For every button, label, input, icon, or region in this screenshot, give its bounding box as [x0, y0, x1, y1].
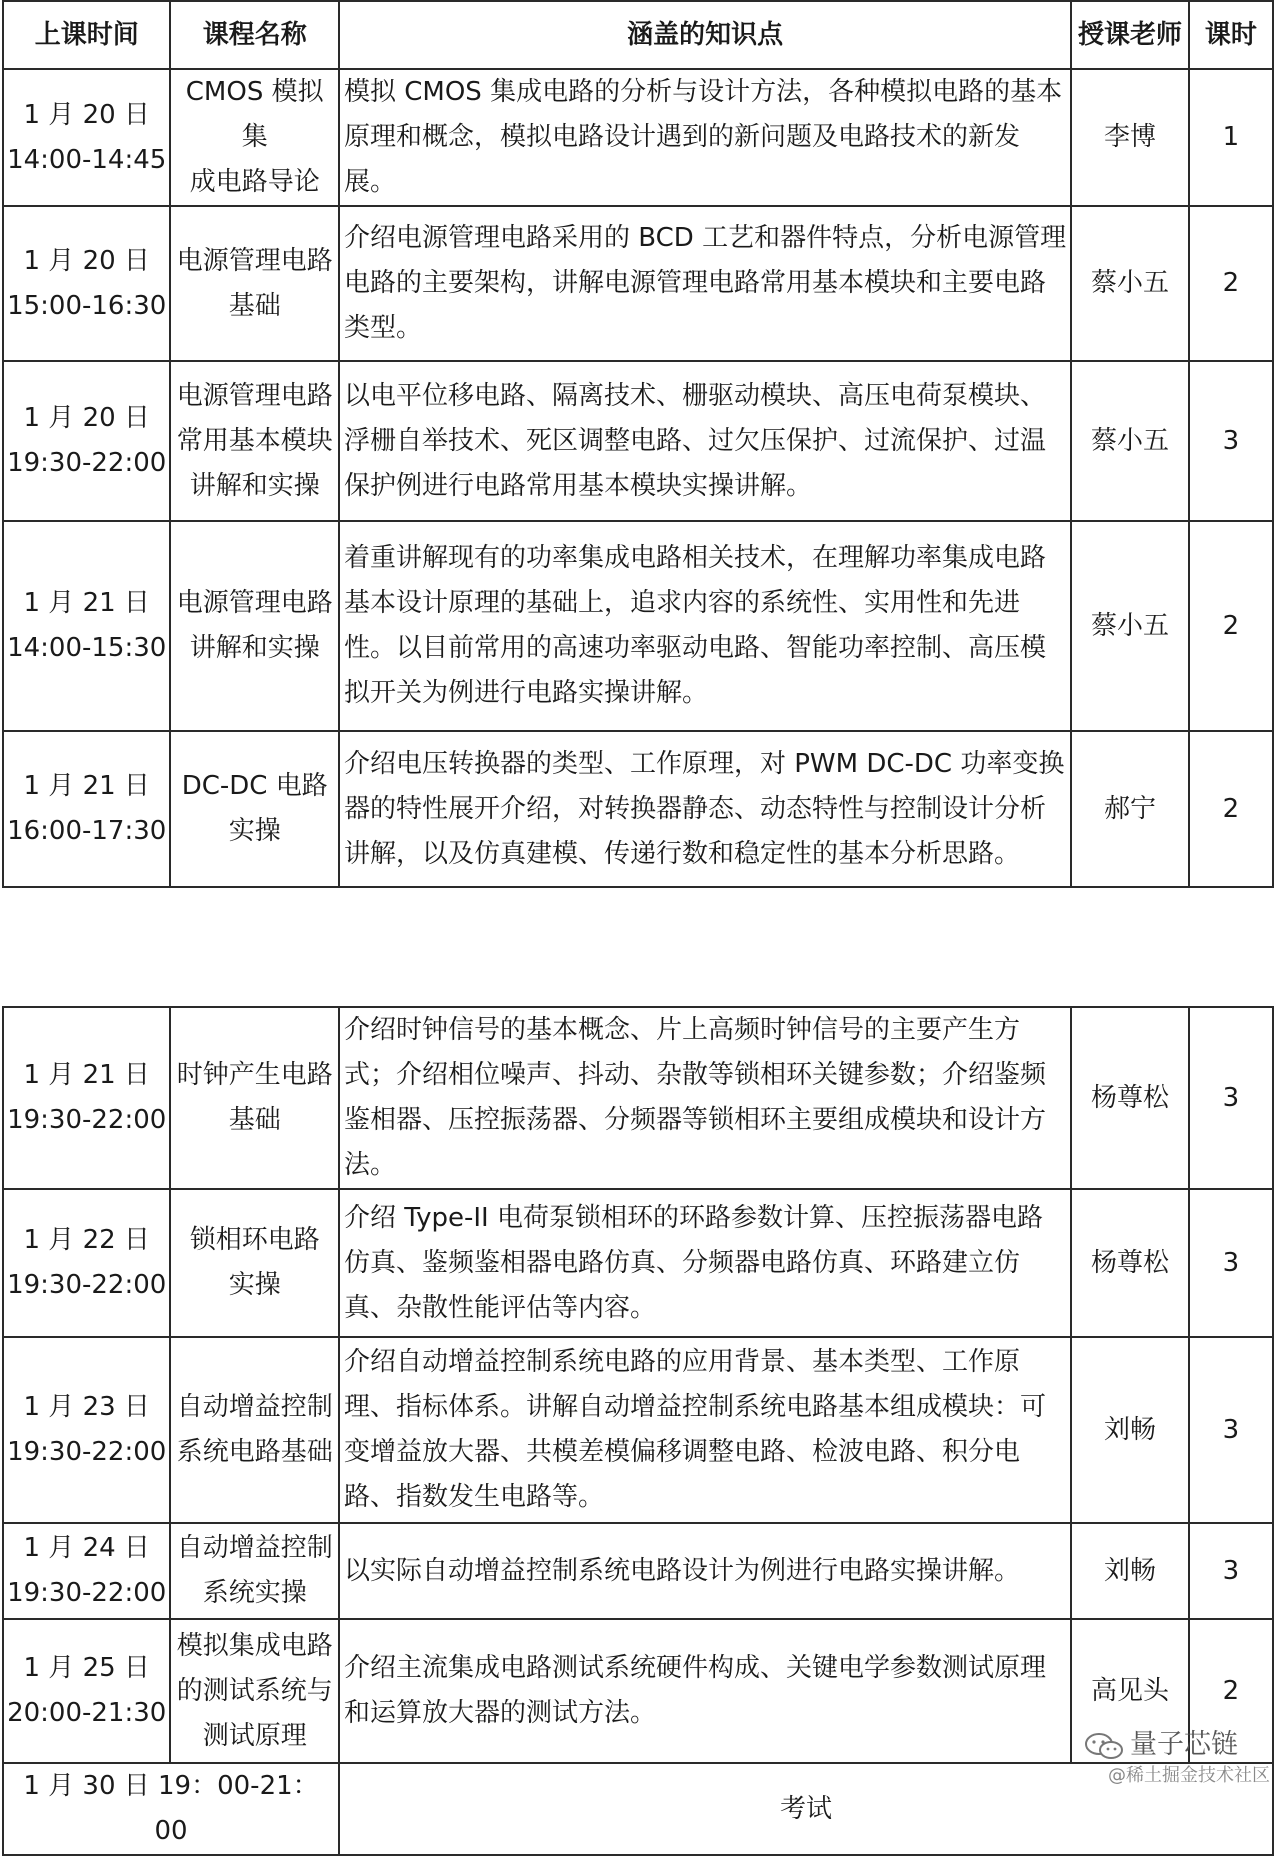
date-cell: 1 月 22 日 19:30-22:00 — [3, 1189, 170, 1337]
table-row — [3, 1189, 1273, 1337]
topics-cell: 介绍电源管理电路采用的 BCD 工艺和器件特点，分析电源管理电路的主要架构，讲解电源管理电路常用基本模块和主要电路类型。 — [339, 206, 1071, 361]
table-row — [3, 69, 1273, 206]
watermark-site: @稀土掘金技术社区 — [1108, 1765, 1270, 1786]
table-header-row — [3, 1, 1273, 69]
topics-cell: 介绍主流集成电路测试系统硬件构成、关键电学参数测试原理和运算放大器的测试方法。 — [339, 1619, 1071, 1763]
table-split-gap — [0, 990, 1276, 1006]
topics-cell: 以电平位移电路、隔离技术、栅驱动模块、高压电荷泵模块、浮栅自举技术、死区调整电路、过欠压保护、过流保护、过温保护例进行电路常用基本模块实操讲解。 — [339, 361, 1071, 521]
course-cell: 电源管理电路 基础 — [170, 206, 339, 361]
course-cell: 电源管理电路 常用基本模块 讲解和实操 — [170, 361, 339, 521]
hours-cell: 3 — [1189, 1523, 1273, 1619]
date-cell: 1 月 21 日 14:00-15:30 — [3, 521, 170, 731]
exam-row — [3, 1763, 1273, 1855]
topics-cell: 介绍时钟信号的基本概念、片上高频时钟信号的主要产生方式；介绍相位噪声、抖动、杂散等锁相环关键参数；介绍鉴频鉴相器、压控振荡器、分频器等锁相环主要组成模块和设计方法。 — [339, 1007, 1071, 1189]
teacher-cell: 高见头 — [1071, 1619, 1188, 1763]
topics-cell: 着重讲解现有的功率集成电路相关技术，在理解功率集成电路基本设计原理的基础上，追求内容的系统性、实用性和先进性。以目前常用的高速功率驱动电路、智能功率控制、高压模拟开关为例进行电路实操讲解。 — [339, 521, 1071, 731]
schedule-table-part1 — [2, 0, 1274, 888]
course-cell: DC-DC 电路 实操 — [170, 731, 339, 887]
table-row — [3, 731, 1273, 887]
exam-time-cell: 1 月 30 日 19：00-21：00 — [3, 1763, 339, 1855]
course-cell: 自动增益控制 系统电路基础 — [170, 1337, 339, 1523]
teacher-cell: 杨尊松 — [1071, 1189, 1188, 1337]
hours-cell: 3 — [1189, 1189, 1273, 1337]
date-cell: 1 月 23 日 19:30-22:00 — [3, 1337, 170, 1523]
date-cell: 1 月 24 日 19:30-22:00 — [3, 1523, 170, 1619]
date-cell: 1 月 20 日 15:00-16:30 — [3, 206, 170, 361]
hours-cell: 2 — [1189, 521, 1273, 731]
hours-cell: 2 — [1189, 1619, 1273, 1763]
hours-cell: 3 — [1189, 1337, 1273, 1523]
teacher-cell: 刘畅 — [1071, 1337, 1188, 1523]
topics-cell: 介绍 Type-II 电荷泵锁相环的环路参数计算、压控振荡器电路仿真、鉴频鉴相器电路仿真、分频器电路仿真、环路建立仿真、杂散性能评估等内容。 — [339, 1189, 1071, 1337]
header-topics: 涵盖的知识点 — [339, 1, 1071, 69]
date-cell: 1 月 20 日 14:00-14:45 — [3, 69, 170, 206]
teacher-cell: 郝宁 — [1071, 731, 1188, 887]
header-teacher: 授课老师 — [1071, 1, 1188, 69]
topics-cell: 介绍自动增益控制系统电路的应用背景、基本类型、工作原理、指标体系。讲解自动增益控制系统电路基本组成模块：可变增益放大器、共模差模偏移调整电路、检波电路、积分电路、指数发生电路等。 — [339, 1337, 1071, 1523]
exam-label-cell: 考试 — [339, 1763, 1273, 1855]
date-cell: 1 月 21 日 19:30-22:00 — [3, 1007, 170, 1189]
hours-cell: 2 — [1189, 206, 1273, 361]
topics-cell: 介绍电压转换器的类型、工作原理，对 PWM DC-DC 功率变换器的特性展开介绍，对转换器静态、动态特性与控制设计分析讲解，以及仿真建模、传递行数和稳定性的基本分析思路。 — [339, 731, 1071, 887]
header-hours: 课时 — [1189, 1, 1273, 69]
table-row — [3, 206, 1273, 361]
course-cell: CMOS 模拟集 成电路导论 — [170, 69, 339, 206]
header-course: 课程名称 — [170, 1, 339, 69]
hours-cell: 2 — [1189, 731, 1273, 887]
hours-cell: 1 — [1189, 69, 1273, 206]
date-cell: 1 月 21 日 16:00-17:30 — [3, 731, 170, 887]
course-cell: 自动增益控制 系统实操 — [170, 1523, 339, 1619]
watermark-brand: 量子芯链 — [1084, 1722, 1238, 1761]
course-cell: 锁相环电路 实操 — [170, 1189, 339, 1337]
table-row — [3, 1007, 1273, 1189]
teacher-cell: 杨尊松 — [1071, 1007, 1188, 1189]
hours-cell: 3 — [1189, 1007, 1273, 1189]
wechat-icon — [1084, 1731, 1124, 1761]
table-row — [3, 1619, 1273, 1763]
course-cell: 模拟集成电路 的测试系统与 测试原理 — [170, 1619, 339, 1763]
table-row — [3, 361, 1273, 521]
topics-cell: 以实际自动增益控制系统电路设计为例进行电路实操讲解。 — [339, 1523, 1071, 1619]
table-row — [3, 1523, 1273, 1619]
teacher-cell: 李博 — [1071, 69, 1188, 206]
date-cell: 1 月 25 日 20:00-21:30 — [3, 1619, 170, 1763]
teacher-cell: 蔡小五 — [1071, 361, 1188, 521]
table-row — [3, 1337, 1273, 1523]
hours-cell: 3 — [1189, 361, 1273, 521]
teacher-cell: 蔡小五 — [1071, 521, 1188, 731]
table-row — [3, 521, 1273, 731]
course-cell: 时钟产生电路 基础 — [170, 1007, 339, 1189]
topics-cell: 模拟 CMOS 集成电路的分析与设计方法，各种模拟电路的基本原理和概念，模拟电路设计遇到的新问题及电路技术的新发展。 — [339, 69, 1071, 206]
teacher-cell: 蔡小五 — [1071, 206, 1188, 361]
date-cell: 1 月 20 日 19:30-22:00 — [3, 361, 170, 521]
teacher-cell: 刘畅 — [1071, 1523, 1188, 1619]
course-cell: 电源管理电路 讲解和实操 — [170, 521, 339, 731]
header-time: 上课时间 — [3, 1, 170, 69]
